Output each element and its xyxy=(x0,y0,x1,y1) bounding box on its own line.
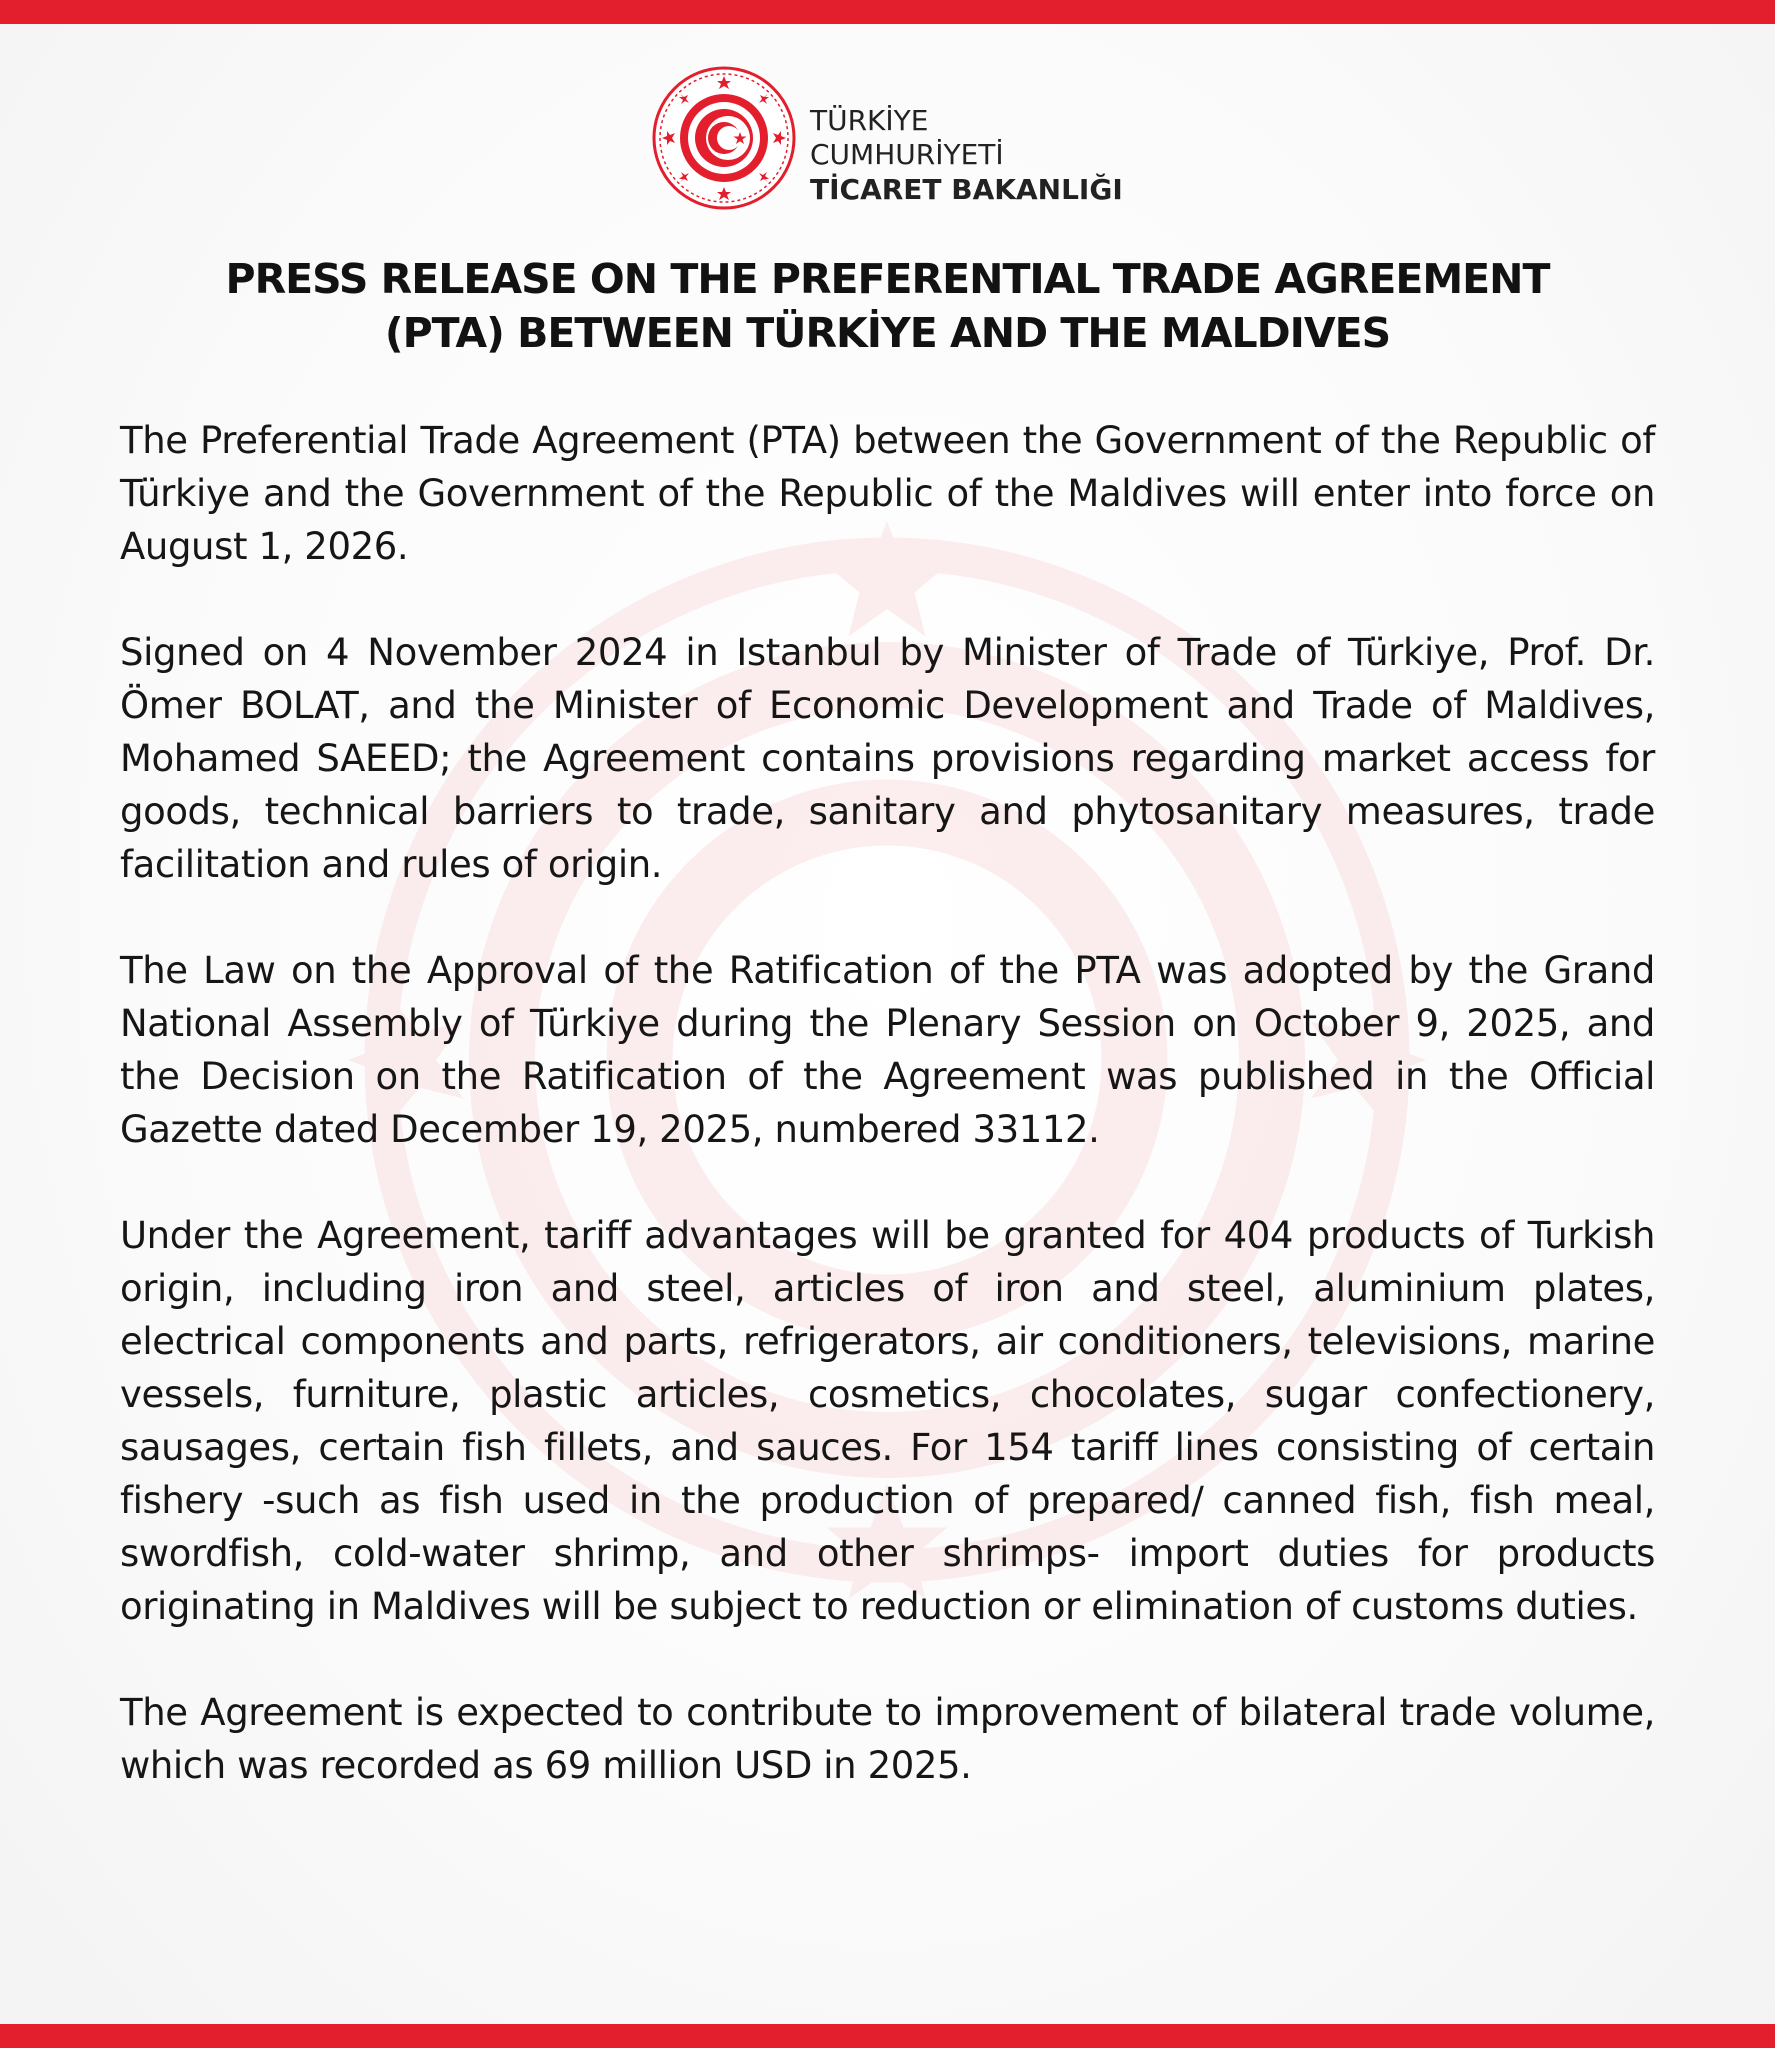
ministry-name xyxy=(810,104,1130,208)
ministry-logo xyxy=(652,66,1122,214)
paragraph-entry-into-force: The Preferential Trade Agreement (PTA) between the Government of the Republic of Türkiye and the Government of the Republic of the Maldives will enter into force on August 1, 2026. xyxy=(120,419,1655,568)
ministry-name-line2: TİCARET BAKANLIĞI xyxy=(810,173,1123,206)
bottom-red-bar xyxy=(0,2024,1775,2048)
top-red-bar xyxy=(0,0,1775,24)
ministry-emblem-icon xyxy=(652,66,796,210)
press-release-title xyxy=(120,252,1655,360)
paragraph-trade-volume: The Agreement is expected to contribute to improvement of bilateral trade volume, which was recorded as 69 million USD in 2025. xyxy=(120,1691,1655,1787)
title-line2: (PTA) BETWEEN TÜRKİYE AND THE MALDIVES xyxy=(384,309,1391,357)
ministry-name-line1: TÜRKİYE CUMHURİYETİ xyxy=(810,104,1004,171)
title-line1: PRESS RELEASE ON THE PREFERENTIAL TRADE AGREEMENT xyxy=(225,255,1550,303)
paragraph-tariff-advantages: Under the Agreement, tariff advantages will be granted for 404 products of Turkish origin, including iron and steel, articles of iron and steel, aluminium plates, electrical components and parts, refrigerators, air conditioners, televisions, marine vessels, furniture, plastic articles, cosmetics, chocolates, sugar confectionery, sausages, certain fish fillets, and sauces. For 154 tariff lines consisting of certain fishery -such as fish used in the production of prepared/ canned fish, fish meal, swordfish, cold-water shrimp, and other shrimps- import duties for products originating in Maldives will be subject to reduction or elimination of customs duties. xyxy=(120,1214,1655,1628)
press-release-body xyxy=(120,414,1655,1845)
paragraph-signing: Signed on 4 November 2024 in Istanbul by Minister of Trade of Türkiye, Prof. Dr. Ömer BOLAT, and the Minister of Economic Development and Trade of Maldives, Mohamed SAEED; the Agreement contains provisions regarding market access for goods, technical barriers to trade, sanitary and phytosanitary measures, trade facilitation and rules of origin. xyxy=(120,631,1655,886)
paragraph-ratification: The Law on the Approval of the Ratification of the PTA was adopted by the Grand National Assembly of Türkiye during the Plenary Session on October 9, 2025, and the Decision on the Ratification of the Agreement was published in the Official Gazette dated December 19, 2025, numbered 33112. xyxy=(120,949,1655,1151)
